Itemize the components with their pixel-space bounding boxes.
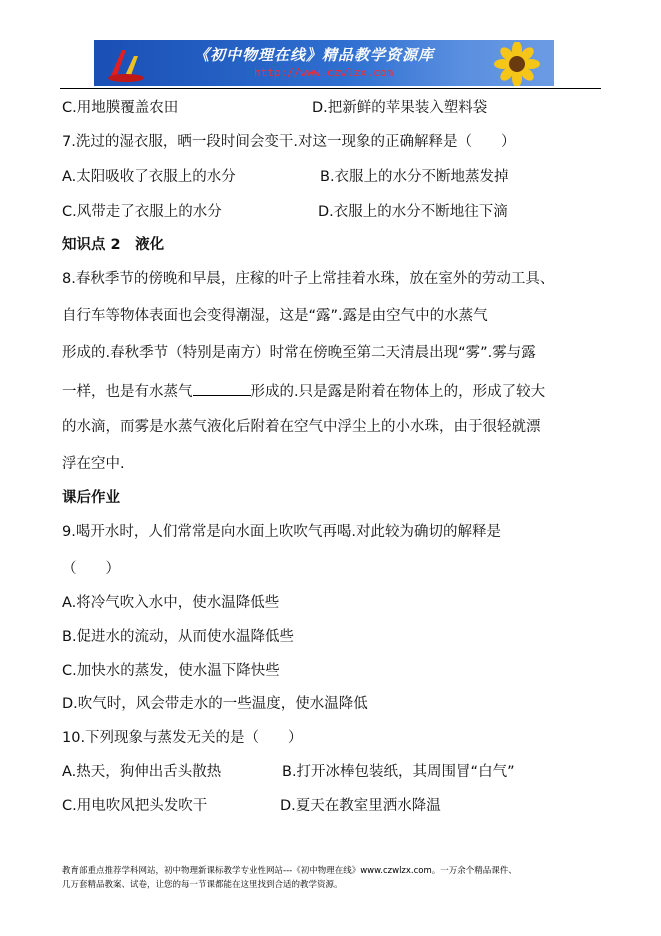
q7-stem: 7.洗过的湿衣服，晒一段时间会变干.对这一现象的正确解释是（ ）: [62, 134, 516, 150]
q10-option-b: B.打开冰棒包装纸，其周围冒“白气”: [282, 764, 515, 780]
site-url[interactable]: http://www.czwlzx.com: [254, 66, 394, 79]
sunflower-icon: [486, 42, 548, 86]
q8-line-5: 的水滴，而雾是水蒸气液化后附着在空气中浮尘上的小水珠，由于很轻就漂: [62, 419, 541, 435]
q8-line-4: [62, 381, 545, 401]
q10-option-d: D.夏天在教室里洒水降温: [280, 798, 441, 814]
section-heading-homework: 课后作业: [62, 490, 120, 506]
q10-option-a: A.热天，狗伸出舌头散热: [62, 764, 222, 780]
footer-line-2: 几万套精品教案、试卷，让您的每一节课都能在这里找到合适的教学资源。: [62, 880, 343, 890]
q8-fill-blank[interactable]: [193, 381, 251, 396]
q9-option-b: B.促进水的流动，从而使水温降低些: [62, 629, 295, 645]
footer-line-1: 教育部重点推荐学科网站，初中物理新课标教学专业性网站---《初中物理在线》www.czwlzx.com。一万余个精品课件、: [62, 866, 517, 876]
header-divider: [60, 88, 601, 89]
q9-stem-line-1: 9.喝开水时，人们常常是向水面上吹吹气再喝.对此较为确切的解释是: [62, 524, 501, 540]
q8-line-3: 形成的.春秋季节（特别是南方）时常在傍晚至第二天清晨出现“雾”.雾与露: [62, 345, 536, 361]
q9-option-d: D.吹气时，风会带走水的一些温度，使水温降低: [62, 696, 368, 712]
q7-option-a: A.太阳吸收了衣服上的水分: [62, 169, 236, 185]
q6-option-d: D.把新鲜的苹果装入塑料袋: [312, 100, 488, 116]
q8-line-1: 8.春秋季节的傍晚和早晨，庄稼的叶子上常挂着水珠，放在室外的劳动工具、: [62, 271, 555, 287]
q8-line-2: 自行车等物体表面也会变得潮湿，这是“露”.露是由空气中的水蒸气: [62, 308, 488, 324]
q7-option-d: D.衣服上的水分不断地往下滴: [318, 204, 508, 220]
header-banner: [94, 40, 554, 86]
site-logo-icon: [104, 44, 148, 84]
q9-option-a: A.将冷气吹入水中，使水温降低些: [62, 595, 280, 611]
q9-option-c: C.加快水的蒸发，使水温下降快些: [62, 663, 280, 679]
q8-line-6: 浮在空中.: [62, 456, 125, 472]
q8-line-4-before: 一样，也是有水蒸气: [62, 384, 193, 400]
q10-option-c: C.用电吹风把头发吹干: [62, 798, 208, 814]
q7-option-b: B.衣服上的水分不断地蒸发掉: [320, 169, 509, 185]
q10-stem: 10.下列现象与蒸发无关的是（ ）: [62, 730, 303, 746]
section-heading-knowledge: 知识点 2 液化: [62, 237, 165, 253]
site-title: 《初中物理在线》精品教学资源库: [194, 46, 435, 64]
q7-option-c: C.风带走了衣服上的水分: [62, 204, 222, 220]
q6-option-c: C.用地膜覆盖农田: [62, 100, 179, 116]
q9-stem-line-2: （ ）: [62, 561, 120, 577]
q8-line-4-after: 形成的.只是露是附着在物体上的，形成了较大: [250, 384, 546, 400]
